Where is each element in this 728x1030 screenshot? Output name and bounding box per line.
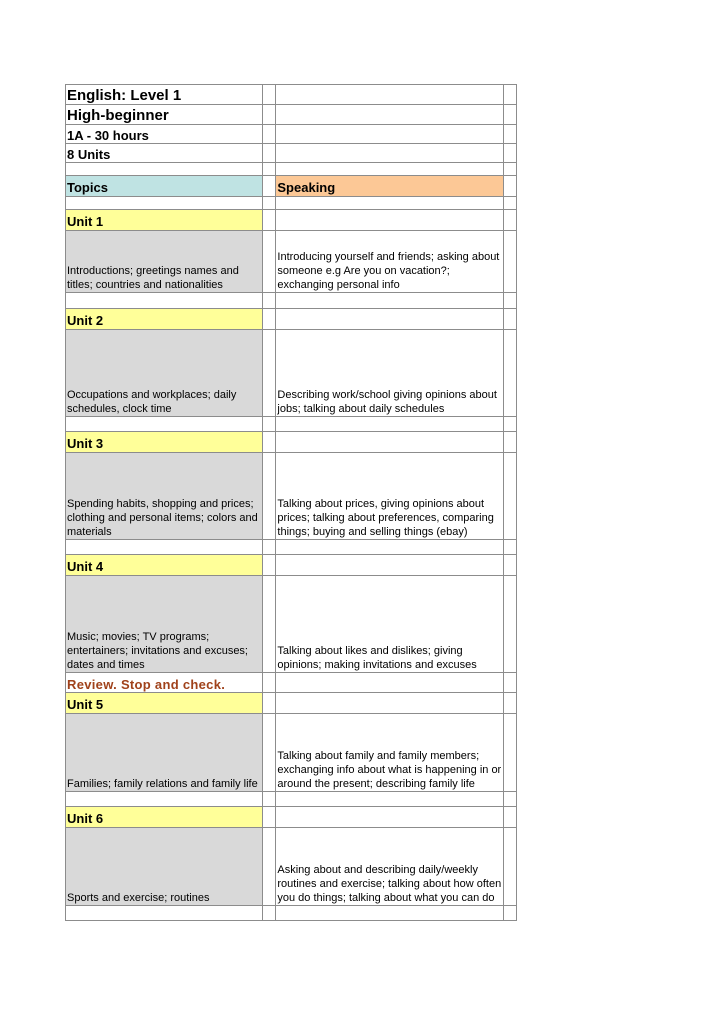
unit-label: Unit 2 (66, 309, 263, 330)
unit-topics: Occupations and workplaces; daily schedules, clock time (66, 330, 263, 417)
unit-topics: Families; family relations and family life (66, 714, 263, 792)
topics-column-header: Topics (66, 176, 263, 197)
course-units-count: 8 Units (66, 144, 263, 163)
review-checkpoint: Review. Stop and check. (66, 673, 263, 693)
unit-speaking: Introducing yourself and friends; asking about someone e.g Are you on vacation?; exchanging personal info (276, 231, 504, 293)
unit-label: Unit 6 (66, 807, 263, 828)
course-table (65, 84, 517, 921)
speaking-column-header: Speaking (276, 176, 504, 197)
course-level: High-beginner (66, 105, 263, 125)
unit-speaking: Describing work/school giving opinions about jobs; talking about daily schedules (276, 330, 504, 417)
unit-label: Unit 5 (66, 693, 263, 714)
unit-speaking: Asking about and describing daily/weekly routines and exercise; talking about how often you do things; talking about what you can do (276, 828, 504, 906)
unit-speaking: Talking about prices, giving opinions about prices; talking about preferences, comparing things; buying and selling things (ebay) (276, 453, 504, 540)
unit-topics: Sports and exercise; routines (66, 828, 263, 906)
course-title: English: Level 1 (66, 85, 263, 105)
unit-label: Unit 4 (66, 555, 263, 576)
unit-topics: Introductions; greetings names and titles; countries and nationalities (66, 231, 263, 293)
unit-label: Unit 1 (66, 210, 263, 231)
unit-topics: Spending habits, shopping and prices; clothing and personal items; colors and materials (66, 453, 263, 540)
unit-topics: Music; movies; TV programs; entertainers; invitations and excuses; dates and times (66, 576, 263, 673)
course-hours: 1A - 30 hours (66, 125, 263, 144)
unit-speaking: Talking about family and family members; exchanging info about what is happening in or around the present; describing family life (276, 714, 504, 792)
unit-speaking: Talking about likes and dislikes; giving opinions; making invitations and excuses (276, 576, 504, 673)
unit-label: Unit 3 (66, 432, 263, 453)
